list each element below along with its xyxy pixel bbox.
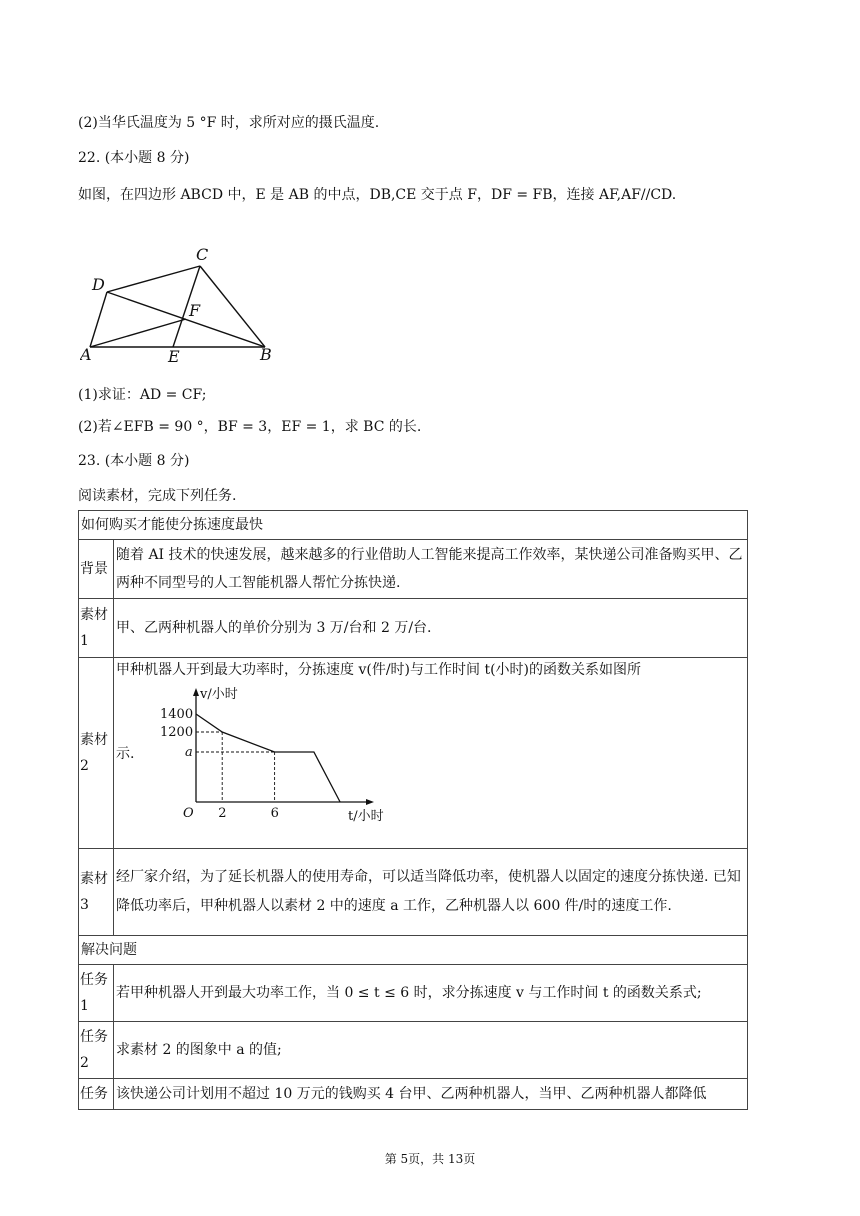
table-row (79, 965, 748, 1022)
label-b: B (260, 345, 272, 364)
label-e: E (168, 347, 180, 365)
y-tick-label: 1200 (160, 725, 194, 740)
table-row (79, 1079, 748, 1110)
row-chart-cell (114, 658, 748, 849)
x-axis-arrow (366, 799, 374, 805)
row-text: 甲种机器人开到最大功率时，分拣速度 v(件/时)与工作时间 t(小时)的函数关系如图所 (116, 662, 641, 678)
row-text: 该快递公司计划用不超过 10 万元的钱购买 4 台甲、乙两种机器人，当甲、乙两种机器人都降低 (114, 1079, 748, 1110)
q22-part1: (1)求证：AD = CF; (78, 387, 207, 403)
table-row (79, 849, 748, 936)
row-text: 甲、乙两种机器人的单价分别为 3 万/台和 2 万/台. (114, 599, 748, 658)
x-tick-label: 6 (270, 806, 279, 821)
table-title: 如何购买才能使分拣速度最快 (79, 511, 748, 540)
q22-header: 22. (本小题 8 分) (78, 150, 190, 166)
row-label: 任务1 (79, 965, 114, 1022)
row-text: 若甲种机器人开到最大功率工作，当 0 ≤ t ≤ 6 时，求分拣速度 v 与工作时间 t 的函数关系式; (114, 965, 748, 1022)
table-title-row (79, 511, 748, 540)
materials-table (78, 510, 748, 1110)
q22-part2: (2)若∠EFB = 90 °，BF = 3，EF = 1，求 BC 的长. (78, 419, 422, 435)
table-row (79, 540, 748, 599)
row-text: 解决问题 (79, 936, 748, 965)
q22-stem: 如图，在四边形 ABCD 中，E 是 AB 的中点，DB,CE 交于点 F，DF = FB，连接 AF,AF//CD. (78, 187, 677, 203)
y-tick-label: 1400 (160, 707, 194, 722)
q23-intro: 阅读素材，完成下列任务. (78, 488, 237, 504)
page-footer: 第 5页，共 13页 (384, 1152, 476, 1166)
row-text: 求素材 2 的图象中 a 的值; (114, 1022, 748, 1079)
origin-label: O (183, 806, 194, 821)
table-row (79, 936, 748, 965)
table-row (79, 658, 748, 849)
row-text: 随着 AI 技术的快速发展，越来越多的行业借助人工智能来提高工作效率，某快递公司准备购买甲、乙两种不同型号的人工智能机器人帮忙分拣快递. (114, 540, 748, 599)
speed-time-chart (146, 682, 396, 824)
segment-ad (90, 292, 107, 347)
row-label: 任务2 (79, 1022, 114, 1079)
row-label: 素材2 (79, 658, 114, 849)
table-row (79, 1022, 748, 1079)
y-axis-arrow (193, 688, 199, 696)
segment-dc (107, 266, 200, 292)
label-c: C (196, 245, 209, 264)
table-row (79, 599, 748, 658)
row-label: 素材1 (79, 599, 114, 658)
label-a: A (80, 345, 92, 364)
row-label: 背景 (79, 540, 114, 599)
chart-area (116, 682, 745, 848)
label-d: D (92, 275, 105, 294)
row-text: 经厂家介绍，为了延长机器人的使用寿命，可以适当降低功率，使机器人以固定的速度分拣快递. 已知降低功率后，甲种机器人以素材 2 中的速度 a 工作，乙种机器人以 600 件/时的速度工作. (114, 849, 748, 936)
row-label: 素材3 (79, 849, 114, 936)
x-axis-label: t/小时 (348, 809, 384, 824)
segment-cb (200, 266, 265, 347)
y-tick-label: a (185, 745, 193, 760)
row-text-after: 示. (116, 746, 135, 762)
series-line (196, 714, 340, 802)
q23-header: 23. (本小题 8 分) (78, 453, 190, 469)
segment-af (90, 319, 186, 347)
quadrilateral-figure (80, 240, 280, 365)
y-axis-label: v/小时 (200, 687, 238, 702)
row-label: 任务 (79, 1079, 114, 1110)
x-tick-label: 2 (218, 806, 227, 821)
label-f: F (189, 301, 201, 320)
q21-part2: (2)当华氏温度为 5 °F 时，求所对应的摄氏温度. (78, 115, 380, 131)
